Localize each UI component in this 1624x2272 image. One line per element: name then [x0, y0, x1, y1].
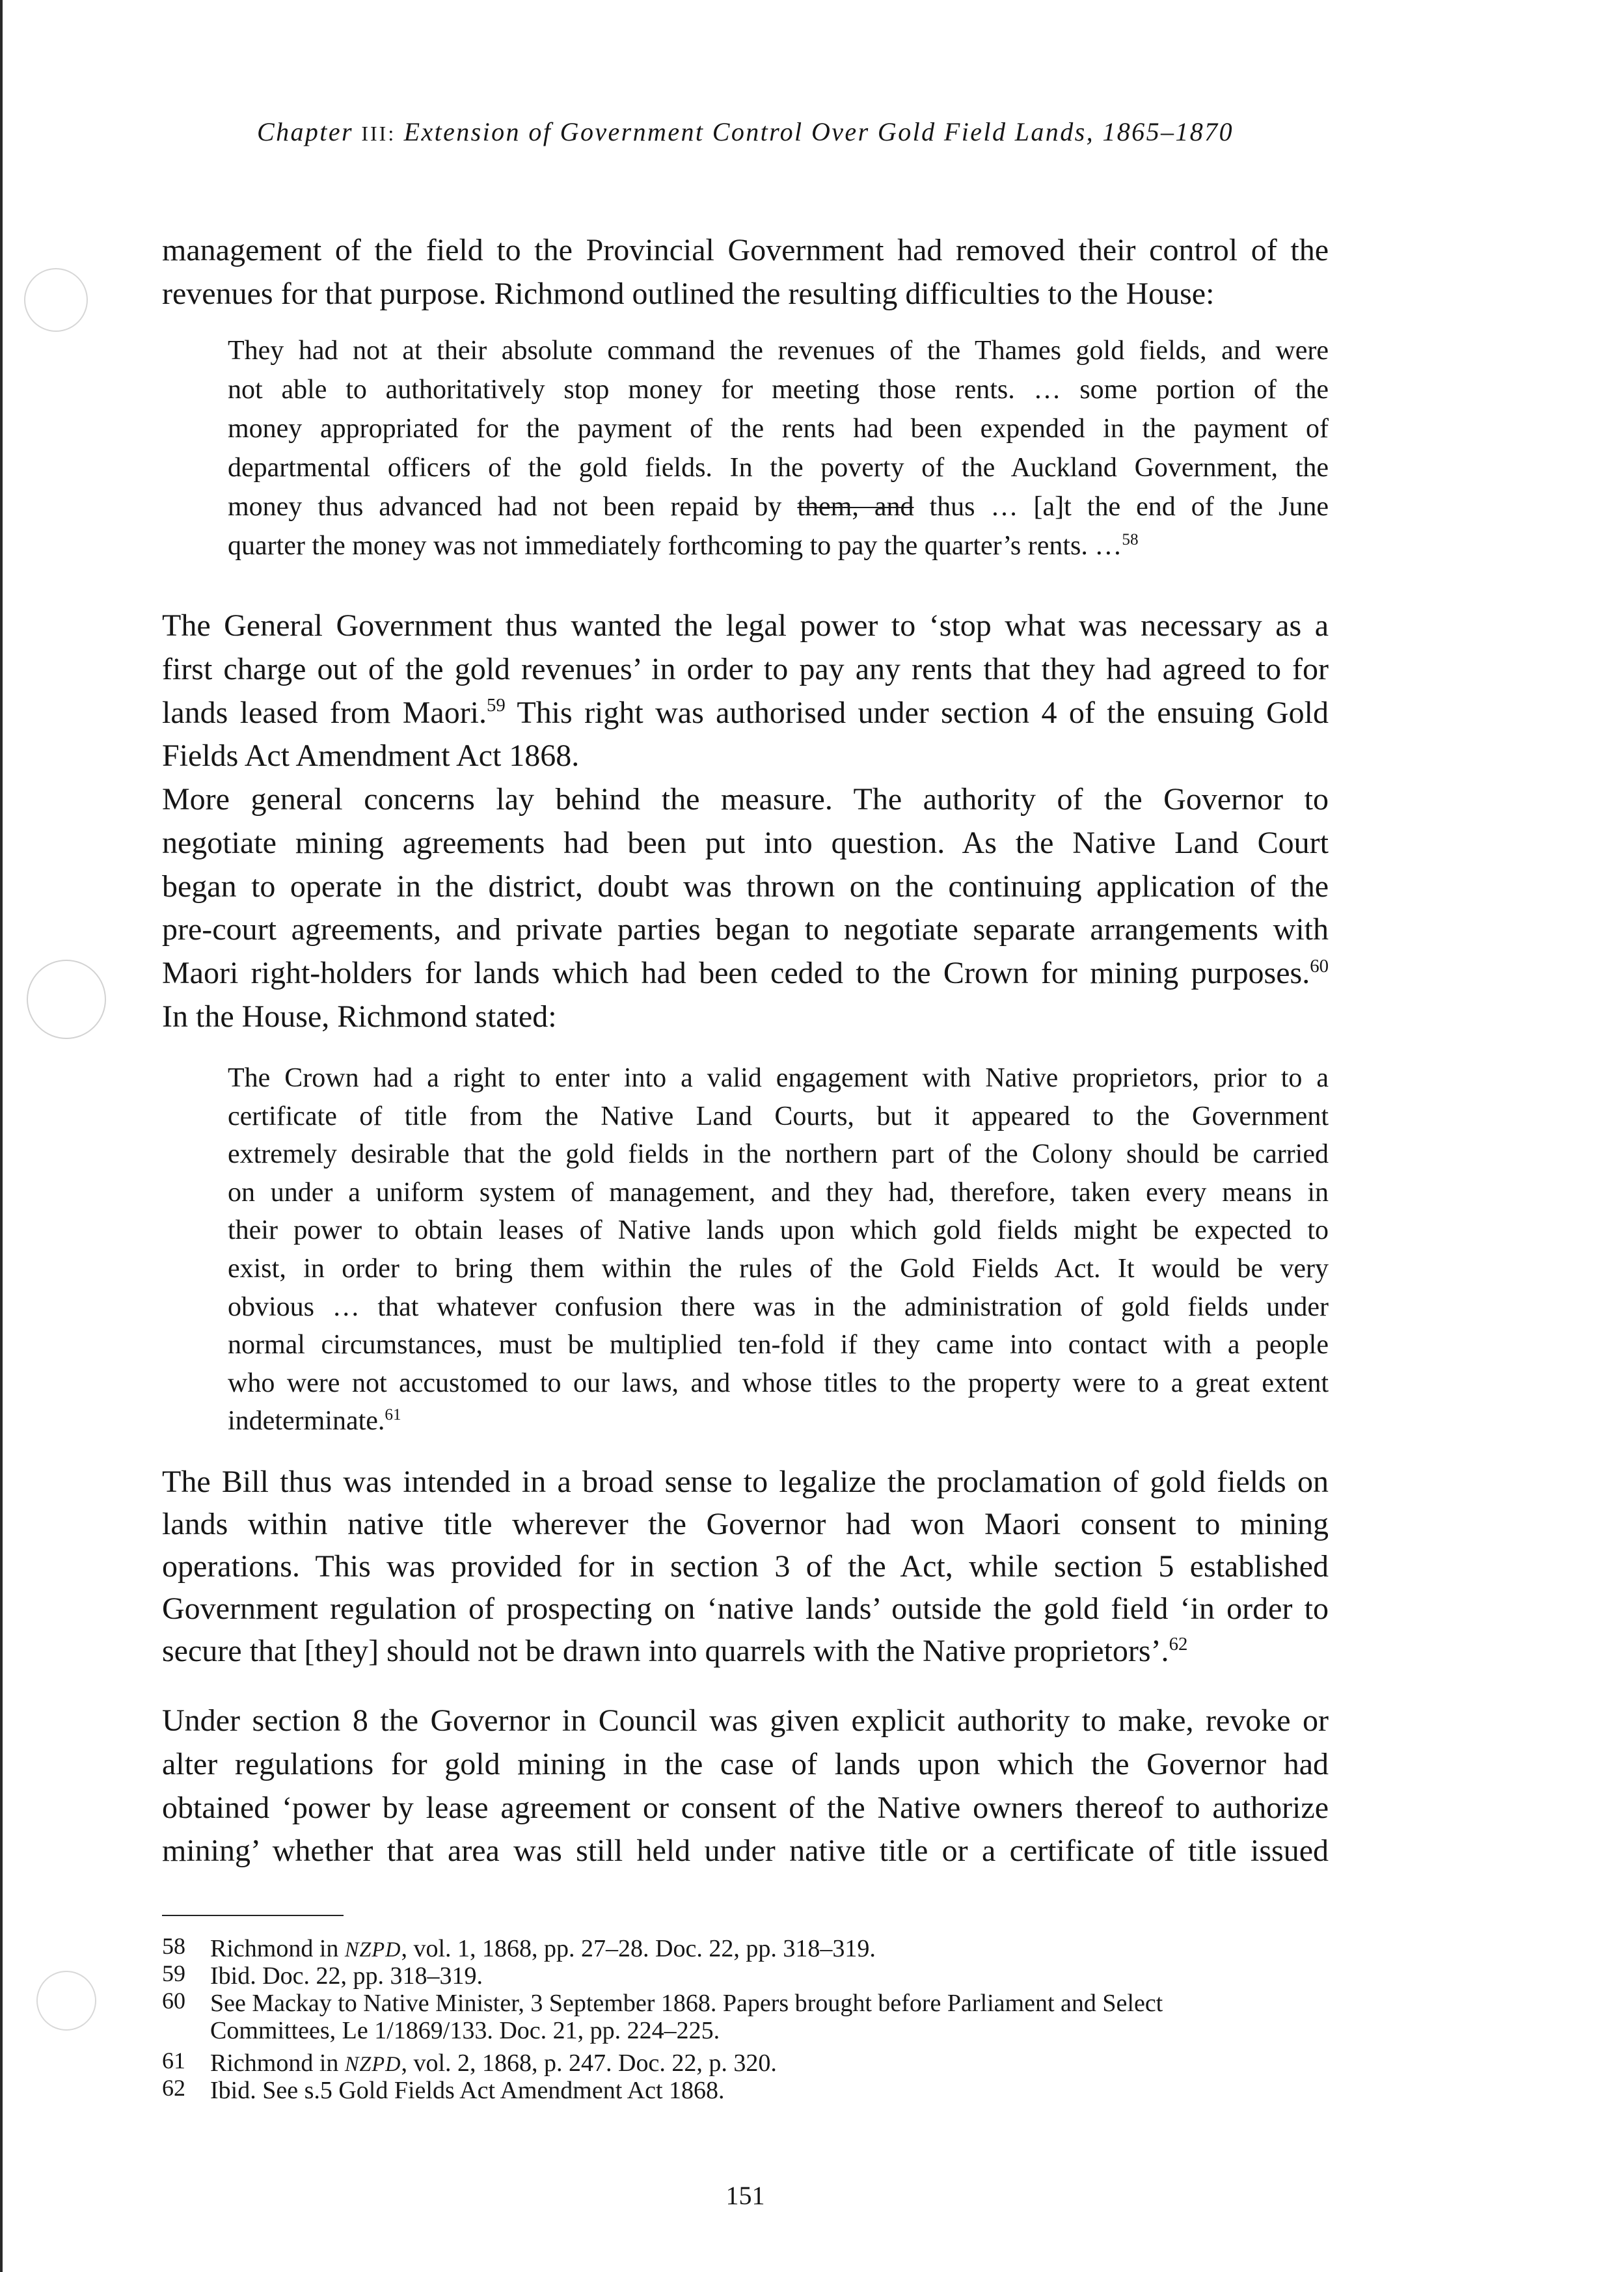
footnote-number: 61 — [162, 2048, 185, 2074]
quote-line: obvious … that whatever confusion there was in the administration of gold fields under — [228, 1292, 1329, 1322]
paragraph — [162, 229, 1329, 316]
footnote — [162, 1962, 1329, 1990]
paragraph — [162, 778, 1329, 1039]
quote-line: who were not accustomed to our laws, and whose titles to the property were to a great extent — [228, 1368, 1329, 1398]
text-line: Fields Act Amendment Act 1868. — [162, 738, 580, 774]
footnote-number: 60 — [162, 1988, 185, 2014]
footnote-ref: 58 — [1122, 530, 1139, 548]
quote-line: on under a uniform system of management, and they had, therefore, taken every means in — [228, 1177, 1329, 1208]
block-quote — [228, 331, 1329, 565]
quote-line — [228, 1402, 1329, 1440]
text-line: began to operate in the district, doubt was thrown on the continuing application of the — [162, 869, 1329, 904]
source-title: NZPD — [344, 2052, 401, 2076]
text-line: first charge out of the gold revenues’ in order to pay any rents that they had agreed to for — [162, 651, 1329, 686]
text-line: operations. This was provided for in section 3 of the Act, while section 5 established — [162, 1549, 1329, 1584]
punch-hole — [37, 1971, 96, 2030]
struck-text: them, and — [797, 492, 914, 522]
footnote-ref: 62 — [1169, 1634, 1188, 1655]
text-line: negotiate mining agreements had been put into question. As the Native Land Court — [162, 825, 1329, 860]
quote-line: departmental officers of the gold fields. In the poverty of the Auckland Government, the — [228, 453, 1329, 483]
text-line: In the House, Richmond stated: — [162, 999, 557, 1034]
paragraph — [162, 604, 1329, 778]
text-line: mining’ whether that area was still held under native title or a certificate of title issued — [162, 1833, 1329, 1869]
quote-line — [228, 526, 1329, 565]
quote-line: certificate of title from the Native Land Courts, but it appeared to the Government — [228, 1101, 1329, 1131]
running-header — [162, 116, 1329, 148]
page-number: 151 — [725, 2181, 765, 2210]
text-segment: Richmond in — [210, 1935, 345, 1962]
footnote-ref: 59 — [487, 695, 506, 716]
text-line: More general concerns lay behind the measure. The authority of the Governor to — [162, 782, 1329, 817]
block-quote — [228, 1059, 1329, 1440]
quote-line: extremely desirable that the gold fields in the northern part of the Colony should be carried — [228, 1139, 1329, 1170]
quote-line: They had not at their absolute command the revenues of the Thames gold fields, and were — [228, 336, 1329, 366]
footnote — [162, 2049, 1329, 2077]
footnote — [162, 2077, 1329, 2104]
footnote-ref: 61 — [385, 1406, 401, 1424]
text-segment: Maori right-holders for lands which had been ceded to the Crown for mining purposes. — [162, 956, 1310, 991]
footnote-number: 59 — [162, 1960, 185, 1986]
text-segment: , vol. 2, 1868, p. 247. Doc. 22, p. 320. — [401, 2049, 777, 2077]
quote-line: not able to authoritatively stop money for meeting those rents. … some portion of the — [228, 375, 1329, 405]
text-line: The General Government thus wanted the legal power to ‘stop what was necessary as a — [162, 608, 1329, 643]
footnote-line: See Mackay to Native Minister, 3 September 1868. Papers brought before Parliament and Select — [210, 1990, 1163, 2017]
footnote-line: Committees, Le 1/1869/133. Doc. 21, pp. 224–225. — [210, 2017, 720, 2044]
quote-line: exist, in order to bring them within the rules of the Gold Fields Act. It would be very — [228, 1253, 1329, 1284]
chapter-title: Extension of Government Control Over Gold Field Lands, 1865–1870 — [403, 117, 1234, 146]
text-segment: money thus advanced had not been repaid by — [228, 492, 798, 522]
text-line: Under section 8 the Governor in Council was given explicit authority to make, revoke or — [162, 1703, 1329, 1738]
text-segment: lands leased from Maori. — [162, 695, 487, 730]
quote-line — [228, 487, 1329, 526]
footnote — [162, 1935, 1329, 1962]
text-segment: secure that [they] should not be drawn into quarrels with the Native proprietors’. — [162, 1634, 1169, 1669]
source-title: NZPD — [344, 1938, 401, 1961]
paragraph — [162, 1699, 1329, 1873]
text-line: Government regulation of prospecting on ‘native lands’ outside the gold field ‘in order to — [162, 1591, 1329, 1627]
chapter-word: Chapter — [257, 117, 353, 146]
text-segment: This right was authorised under section 4 of the ensuing Gold — [505, 695, 1329, 730]
punch-hole — [25, 269, 87, 331]
footnote — [162, 1990, 1329, 2044]
text-segment: Richmond in — [210, 2049, 345, 2077]
footnote-number: 62 — [162, 2075, 185, 2101]
footnote-text: Ibid. See s.5 Gold Fields Act Amendment Act 1868. — [210, 2077, 725, 2104]
text-line — [162, 692, 1329, 735]
footnote-text — [210, 1990, 1329, 2044]
punch-hole-marks — [0, 0, 130, 2272]
text-line: revenues for that purpose. Richmond outlined the resulting difficulties to the House: — [162, 276, 1215, 311]
text-line — [162, 1630, 1329, 1672]
quote-line: money appropriated for the payment of the rents had been expended in the payment of — [228, 414, 1329, 444]
chapter-number: III: — [361, 122, 396, 145]
text-line: alter regulations for gold mining in the case of lands upon which the Governor had — [162, 1746, 1329, 1781]
punch-hole — [27, 960, 105, 1038]
footnote-text: Ibid. Doc. 22, pp. 318–319. — [210, 1962, 483, 1990]
paragraph — [162, 1461, 1329, 1672]
text-line — [162, 952, 1329, 995]
text-line: The Bill thus was intended in a broad sense to legalize the proclamation of gold fields on — [162, 1465, 1329, 1499]
text-line: pre-court agreements, and private parties began to negotiate separate arrangements with — [162, 912, 1329, 947]
footnote-ref: 60 — [1310, 955, 1329, 977]
footnote-text — [210, 2049, 1329, 2077]
text-segment: indeterminate. — [228, 1406, 385, 1437]
text-line: lands within native title wherever the Governor had won Maori consent to mining — [162, 1507, 1329, 1542]
quote-line: The Crown had a right to enter into a valid engagement with Native proprietors, prior to a — [228, 1063, 1329, 1093]
footnote-text — [210, 1935, 1329, 1963]
quote-line: normal circumstances, must be multiplied ten-fold if they came into contact with a people — [228, 1330, 1329, 1360]
footnote-number: 58 — [162, 1933, 185, 1959]
text-segment: thus … [a]t the end of the June — [914, 492, 1329, 522]
text-segment: quarter the money was not immediately forthcoming to pay the quarter’s rents. … — [228, 531, 1122, 561]
footnote-rule — [162, 1915, 344, 1916]
quote-line: their power to obtain leases of Native lands upon which gold fields might be expected to — [228, 1215, 1329, 1246]
text-segment: , vol. 1, 1868, pp. 27–28. Doc. 22, pp. 318–319. — [401, 1935, 876, 1962]
text-line: management of the field to the Provincial Government had removed their control of the — [162, 233, 1329, 267]
text-line: obtained ‘power by lease agreement or consent of the Native owners thereof to authorize — [162, 1790, 1329, 1825]
